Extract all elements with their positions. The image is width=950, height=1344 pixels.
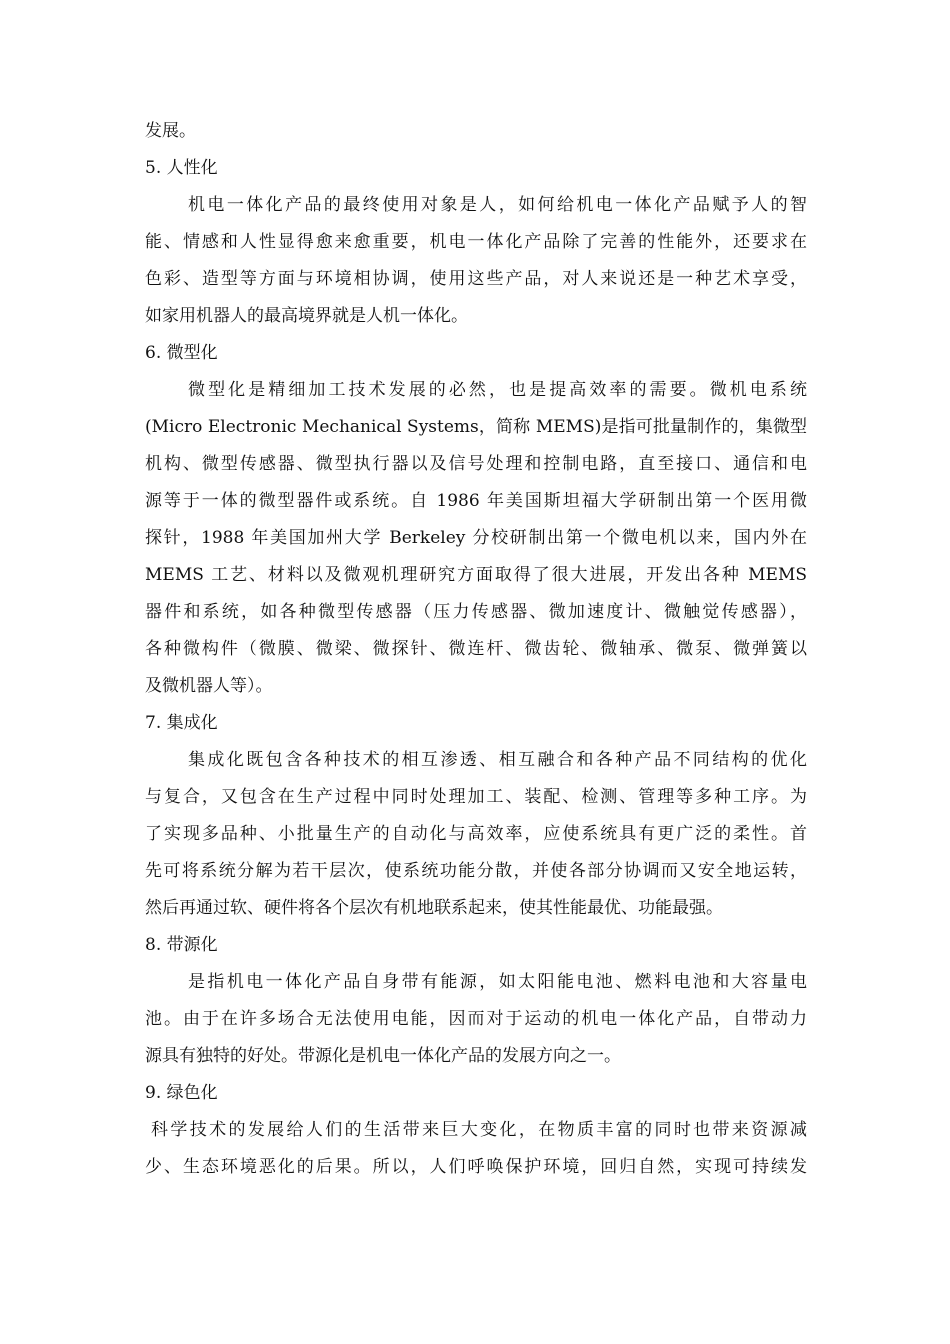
paragraph-line: 及微机器人等）。 — [145, 676, 273, 696]
paragraph-line: 探针，1988 年美国加州大学 Berkeley 分校研制出第一个微电机以来，国内外在 — [145, 528, 807, 548]
paragraph-line: 色彩、造型等方面与环境相协调，使用这些产品，对人来说还是一种艺术享受， — [145, 269, 807, 289]
section-heading: 9. 绿色化 — [145, 1083, 218, 1103]
paragraph-line: 少、生态环境恶化的后果。所以，人们呼唤保护环境，回归自然，实现可持续发 — [145, 1157, 807, 1177]
paragraph-line: 各种微构件（微膜、微梁、微探针、微连杆、微齿轮、微轴承、微泵、微弹簧以 — [145, 639, 807, 659]
section-heading: 5. 人性化 — [145, 158, 218, 178]
paragraph-line: 了实现多品种、小批量生产的自动化与高效率，应使系统具有更广泛的柔性。首 — [145, 824, 807, 844]
paragraph-line: 发展。 — [145, 121, 196, 141]
paragraph-line: 器件和系统，如各种微型传感器（压力传感器、微加速度计、微触觉传感器）， — [145, 602, 807, 622]
paragraph-line: 然后再通过软、硬件将各个层次有机地联系起来，使其性能最优、功能最强。 — [145, 898, 723, 918]
paragraph-line: 源等于一体的微型器件或系统。自 1986 年美国斯坦福大学研制出第一个医用微 — [145, 491, 807, 511]
paragraph-line: 先可将系统分解为若干层次，使系统功能分散，并使各部分协调而又安全地运转， — [145, 861, 807, 881]
paragraph-line: 池。由于在许多场合无法使用电能，因而对于运动的机电一体化产品，自带动力 — [145, 1009, 807, 1029]
section-heading: 8. 带源化 — [145, 935, 218, 955]
paragraph-line: 科学技术的发展给人们的生活带来巨大变化，在物质丰富的同时也带来资源减 — [151, 1120, 807, 1140]
paragraph-line: (Micro Electronic Mechanical Systems，简称 MEMS)是指可批量制作的，集微型 — [145, 417, 807, 437]
paragraph-line: 是指机电一体化产品自身带有能源，如太阳能电池、燃料电池和大容量电 — [188, 972, 807, 992]
paragraph-line: 如家用机器人的最高境界就是人机一体化。 — [145, 306, 468, 326]
paragraph-line: 微型化是精细加工技术发展的必然，也是提高效率的需要。微机电系统 — [188, 380, 807, 400]
paragraph-line: 集成化既包含各种技术的相互渗透、相互融合和各种产品不同结构的优化 — [188, 750, 807, 770]
paragraph-line: 机构、微型传感器、微型执行器以及信号处理和控制电路，直至接口、通信和电 — [145, 454, 807, 474]
paragraph-line: 与复合，又包含在生产过程中同时处理加工、装配、检测、管理等多种工序。为 — [145, 787, 807, 807]
section-heading: 7. 集成化 — [145, 713, 218, 733]
paragraph-line: 机电一体化产品的最终使用对象是人，如何给机电一体化产品赋予人的智 — [188, 195, 807, 215]
paragraph-line: 能、情感和人性显得愈来愈重要，机电一体化产品除了完善的性能外，还要求在 — [145, 232, 807, 252]
document-page — [145, 113, 807, 1186]
paragraph-line: 源具有独特的好处。带源化是机电一体化产品的发展方向之一。 — [145, 1046, 621, 1066]
paragraph-line: MEMS 工艺、材料以及微观机理研究方面取得了很大进展，开发出各种 MEMS — [145, 565, 807, 585]
section-heading: 6. 微型化 — [145, 343, 218, 363]
